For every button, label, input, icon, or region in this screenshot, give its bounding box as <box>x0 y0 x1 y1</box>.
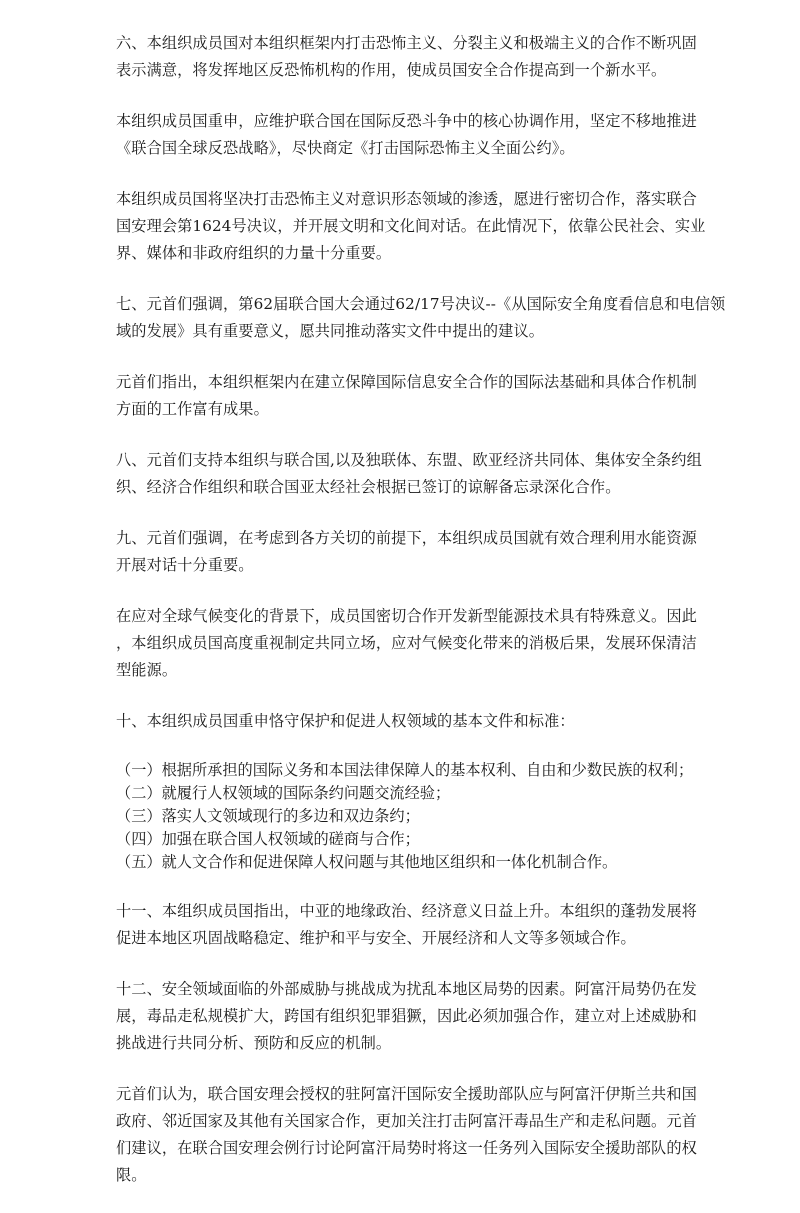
paragraph-7-infosec <box>116 369 726 423</box>
text-line: 本组织成员国重申，应维护联合国在国际反恐斗争中的核心协调作用，坚定不移地推进 <box>116 112 697 130</box>
text-line: 六、本组织成员国对本组织框架内打击恐怖主义、分裂主义和极端主义的合作不断巩固 <box>116 34 697 52</box>
text-line: 九、元首们强调，在考虑到各方关切的前提下，本组织成员国就有效合理利用水能资源 <box>116 529 697 547</box>
text-line: 国安理会第1624号决议，并开展文明和文化间对话。在此情况下，依靠公民社会、实业 <box>116 217 706 235</box>
paragraph-7 <box>116 291 726 345</box>
text-line: 限。 <box>116 1166 147 1184</box>
paragraph-8 <box>116 447 726 501</box>
paragraph-9 <box>116 525 726 579</box>
list-item: （三）落实人文领域现行的多边和双边条约； <box>116 807 420 825</box>
text-line: 域的发展》具有重要意义，愿共同推动落实文件中提出的建议。 <box>116 322 545 340</box>
list-item: （二）就履行人权领域的国际条约问题交流经验； <box>116 784 451 802</box>
text-line: 七、元首们强调，第62届联合国大会通过62/17号决议--《从国际安全角度看信息和电信领 <box>116 295 726 313</box>
text-line: 元首们认为，联合国安理会授权的驻阿富汗国际安全援助部队应与阿富汗伊斯兰共和国 <box>116 1085 697 1103</box>
document-page <box>116 30 726 1213</box>
paragraph-6 <box>116 30 726 84</box>
text-line: 《联合国全球反恐战略》，尽快商定《打击国际恐怖主义全面公约》。 <box>116 139 575 157</box>
text-line: 开展对话十分重要。 <box>116 556 254 574</box>
text-line: 方面的工作富有成果。 <box>116 400 269 418</box>
paragraph-10 <box>116 708 726 735</box>
list-item: （四）加强在联合国人权领域的磋商与合作； <box>116 830 420 848</box>
paragraph-6-ideology <box>116 186 726 267</box>
paragraph-12 <box>116 976 726 1057</box>
text-line: 表示满意，将发挥地区反恐怖机构的作用，使成员国安全合作提高到一个新水平。 <box>116 61 667 79</box>
text-line: 十一、本组织成员国指出，中亚的地缘政治、经济意义日益上升。本组织的蓬勃发展将 <box>116 902 697 920</box>
list-item: （一）根据所承担的国际义务和本国法律保障人的基本权利、自由和少数民族的权利； <box>116 761 694 779</box>
text-line: 八、元首们支持本组织与联合国,以及独联体、东盟、欧亚经济共同体、集体安全条约组 <box>116 451 702 469</box>
text-line: 促进本地区巩固战略稳定、维护和平与安全、开展经济和人文等多领域合作。 <box>116 929 636 947</box>
list-item: （五）就人文合作和促进保障人权问题与其他地区组织和一体化机制合作。 <box>116 853 618 871</box>
paragraph-9-climate <box>116 603 726 684</box>
human-rights-list <box>116 759 726 874</box>
text-line: 们建议，在联合国安理会例行讨论阿富汗局势时将这一任务列入国际安全援助部队的权 <box>116 1139 697 1157</box>
paragraph-6-un-role <box>116 108 726 162</box>
text-line: 展，毒品走私规模扩大，跨国有组织犯罪猖獗，因此必须加强合作，建立对上述威胁和 <box>116 1007 697 1025</box>
text-line: 元首们指出，本组织框架内在建立保障国际信息安全合作的国际法基础和具体合作机制 <box>116 373 697 391</box>
paragraph-11 <box>116 898 726 952</box>
text-line: 在应对全球气候变化的背景下，成员国密切合作开发新型能源技术具有特殊意义。因此 <box>116 607 697 625</box>
text-line: ，本组织成员国高度重视制定共同立场，应对气候变化带来的消极后果，发展环保清洁 <box>116 634 697 652</box>
text-line: 织、经济合作组织和联合国亚太经社会根据已签订的谅解备忘录深化合作。 <box>116 478 621 496</box>
paragraph-12-afghanistan <box>116 1081 726 1189</box>
text-line: 型能源。 <box>116 661 178 679</box>
text-line: 政府、邻近国家及其他有关国家合作，更加关注打击阿富汗毒品生产和走私问题。元首 <box>116 1112 697 1130</box>
text-line: 界、媒体和非政府组织的力量十分重要。 <box>116 244 392 262</box>
text-line: 十、本组织成员国重申恪守保护和促进人权领域的基本文件和标准： <box>116 712 575 730</box>
text-line: 本组织成员国将坚决打击恐怖主义对意识形态领域的渗透，愿进行密切合作，落实联合 <box>116 190 697 208</box>
text-line: 挑战进行共同分析、预防和反应的机制。 <box>116 1034 392 1052</box>
text-line: 十二、安全领域面临的外部威胁与挑战成为扰乱本地区局势的因素。阿富汗局势仍在发 <box>116 980 697 998</box>
